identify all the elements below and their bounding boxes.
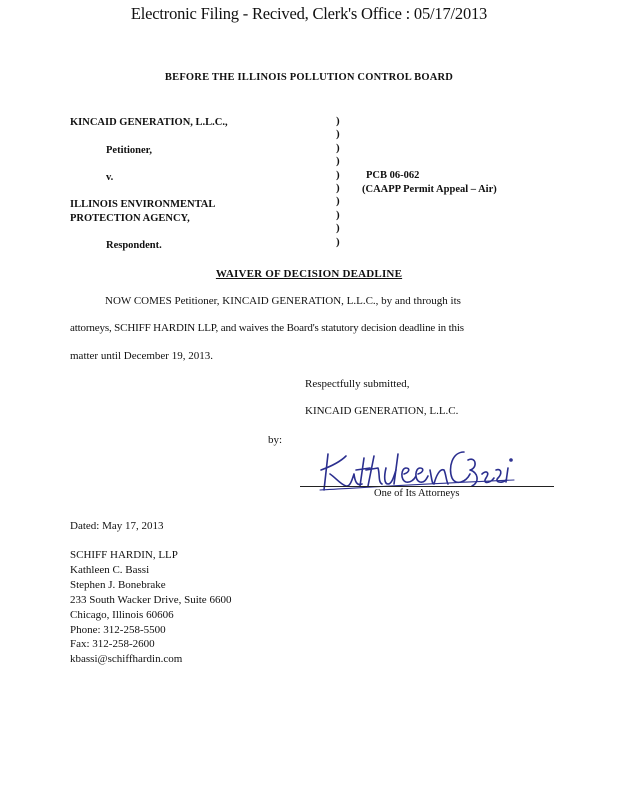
document-title: WAIVER OF DECISION DEADLINE bbox=[215, 268, 403, 280]
body-paragraph-line3: matter until December 19, 2013. bbox=[70, 350, 213, 362]
versus: v. bbox=[106, 172, 114, 183]
respondent-name-line1: ILLINOIS ENVIRONMENTAL bbox=[70, 199, 216, 210]
signer-caption: One of Its Attorneys bbox=[374, 488, 460, 499]
petitioner-name: KINCAID GENERATION, L.L.C., bbox=[70, 117, 228, 128]
email-address: kbassi@schiffhardin.com bbox=[70, 653, 183, 666]
signing-party: KINCAID GENERATION, L.L.C. bbox=[305, 405, 459, 417]
court-name: BEFORE THE ILLINOIS POLLUTION CONTROL BOARD bbox=[164, 72, 454, 83]
signature-line bbox=[300, 486, 554, 487]
attorney-name: Kathleen C. Bassi bbox=[70, 563, 150, 576]
closing: Respectfully submitted, bbox=[305, 378, 410, 390]
caption-parentheses: ) ) ) ) ) ) ) ) ) ) bbox=[336, 115, 340, 248]
case-type: (CAAPP Permit Appeal – Air) bbox=[362, 184, 497, 195]
firm-name: SCHIFF HARDIN, LLP bbox=[70, 549, 178, 561]
body-paragraph-line1: NOW COMES Petitioner, KINCAID GENERATION, L.L.C., by and through its bbox=[105, 295, 461, 307]
case-number: PCB 06-062 bbox=[366, 170, 420, 181]
firm-address-block bbox=[70, 548, 231, 667]
fax-number: Fax: 312-258-2600 bbox=[70, 638, 155, 651]
body-paragraph-line2: attorneys, SCHIFF HARDIN LLP, and waives the Board's statutory decision deadline in this bbox=[70, 322, 464, 334]
date-line: Dated: May 17, 2013 bbox=[70, 520, 164, 532]
by-label: by: bbox=[268, 434, 283, 446]
street-address: 233 South Wacker Drive, Suite 6600 bbox=[70, 593, 232, 606]
attorney-name: Stephen J. Bonebrake bbox=[70, 578, 166, 591]
respondent-name-line2: PROTECTION AGENCY, bbox=[70, 213, 190, 224]
respondent-role: Respondent. bbox=[106, 240, 162, 251]
filing-banner: Electronic Filing - Recived, Clerk's Office : 05/17/2013 bbox=[130, 4, 488, 23]
phone-number: Phone: 312-258-5500 bbox=[70, 623, 166, 636]
petitioner-role: Petitioner, bbox=[106, 145, 152, 156]
city-state-zip: Chicago, Illinois 60606 bbox=[70, 608, 174, 621]
